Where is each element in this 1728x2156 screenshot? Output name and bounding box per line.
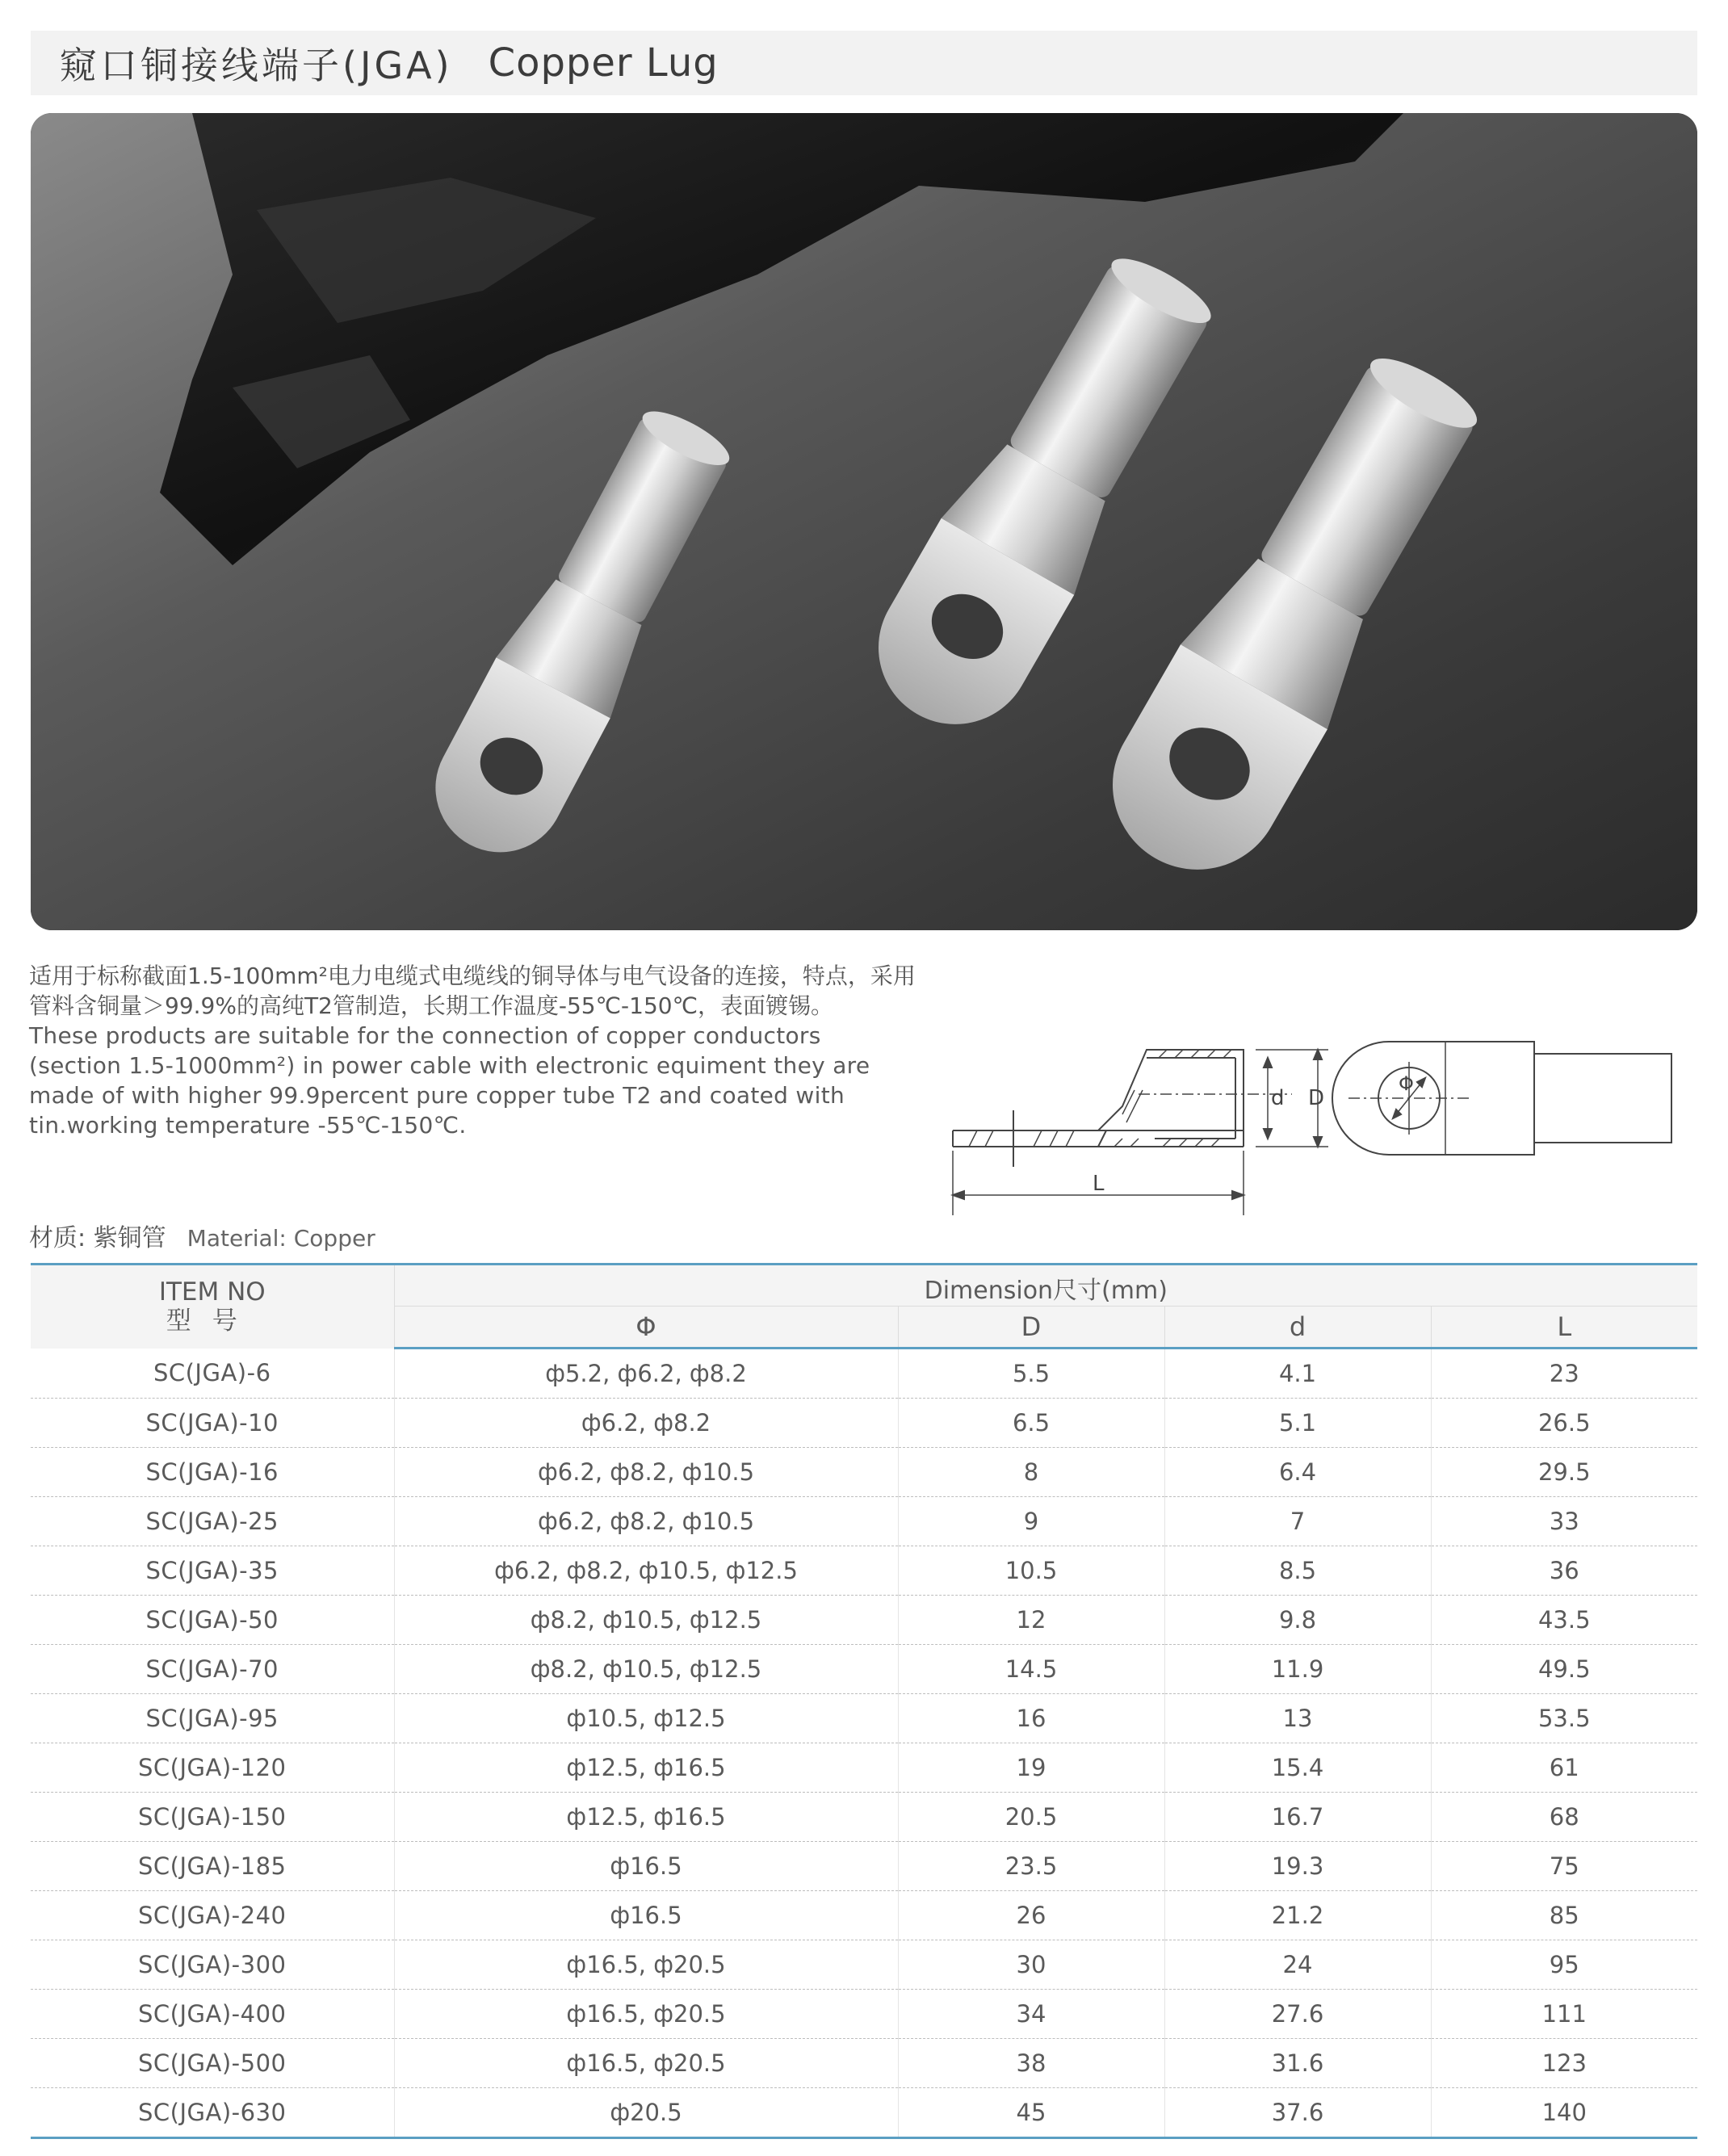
cell-d: 27.6 <box>1164 1990 1431 2039</box>
cell-model: SC(JGA)-6 <box>31 1349 394 1399</box>
cell-D: 10.5 <box>898 1546 1164 1596</box>
cell-D: 6.5 <box>898 1399 1164 1448</box>
table-row <box>31 1596 1697 1645</box>
cell-phi: ф16.5 <box>394 1842 898 1891</box>
cell-L: 26.5 <box>1431 1399 1697 1448</box>
cell-d: 31.6 <box>1164 2039 1431 2088</box>
cell-D: 12 <box>898 1596 1164 1645</box>
cell-L: 68 <box>1431 1793 1697 1842</box>
cell-L: 33 <box>1431 1497 1697 1546</box>
cell-L: 23 <box>1431 1349 1697 1399</box>
cell-model: SC(JGA)-185 <box>31 1842 394 1891</box>
item-no-header <box>31 1265 394 1349</box>
cell-model: SC(JGA)-500 <box>31 2039 394 2088</box>
cell-model: SC(JGA)-95 <box>31 1694 394 1743</box>
cell-phi: ф12.5, ф16.5 <box>394 1743 898 1793</box>
cell-phi: ф6.2, ф8.2, ф10.5 <box>394 1497 898 1546</box>
table-row <box>31 1694 1697 1743</box>
cell-L: 140 <box>1431 2088 1697 2138</box>
table-row <box>31 2088 1697 2138</box>
dim-label-D: D <box>1308 1086 1325 1110</box>
cell-D: 20.5 <box>898 1793 1164 1842</box>
cell-model: SC(JGA)-50 <box>31 1596 394 1645</box>
spec-table <box>31 1263 1697 2139</box>
cell-L: 53.5 <box>1431 1694 1697 1743</box>
table-header-row <box>31 1265 1697 1307</box>
cell-D: 30 <box>898 1940 1164 1990</box>
cell-model: SC(JGA)-35 <box>31 1546 394 1596</box>
cell-phi: ф5.2, ф6.2, ф8.2 <box>394 1349 898 1399</box>
cell-d: 16.7 <box>1164 1793 1431 1842</box>
cell-phi: ф16.5 <box>394 1891 898 1940</box>
cell-L: 75 <box>1431 1842 1697 1891</box>
table-row <box>31 1546 1697 1596</box>
item-no-header-cn: 型号 <box>166 1307 258 1336</box>
cell-d: 11.9 <box>1164 1645 1431 1694</box>
title-bar <box>31 31 1697 95</box>
cell-L: 43.5 <box>1431 1596 1697 1645</box>
cell-phi: ф10.5, ф12.5 <box>394 1694 898 1743</box>
cell-phi: ф16.5, ф20.5 <box>394 1940 898 1990</box>
cell-model: SC(JGA)-120 <box>31 1743 394 1793</box>
cell-model: SC(JGA)-16 <box>31 1448 394 1497</box>
copper-lugs-illustration <box>31 113 1697 930</box>
cell-model: SC(JGA)-10 <box>31 1399 394 1448</box>
cell-D: 9 <box>898 1497 1164 1546</box>
cell-d: 4.1 <box>1164 1349 1431 1399</box>
table-row <box>31 1448 1697 1497</box>
cell-L: 36 <box>1431 1546 1697 1596</box>
cell-D: 19 <box>898 1743 1164 1793</box>
table-row <box>31 1497 1697 1546</box>
cell-d: 6.4 <box>1164 1448 1431 1497</box>
cell-L: 95 <box>1431 1940 1697 1990</box>
description-cn: 适用于标称截面1.5-100mm²电力电缆式电缆线的铜导体与电气设备的连接，特点，采用管料含铜量＞99.9%的高纯T2管制造，长期工作温度-55℃-150℃，表面镀锡。 <box>29 963 916 1019</box>
dim-label-d: d <box>1271 1086 1285 1110</box>
page-title-cn: 窥口铜接线端子(JGA) <box>60 44 453 87</box>
table-row <box>31 1645 1697 1694</box>
cell-model: SC(JGA)-70 <box>31 1645 394 1694</box>
cell-D: 38 <box>898 2039 1164 2088</box>
table-row <box>31 1399 1697 1448</box>
cell-model: SC(JGA)-630 <box>138 2099 287 2126</box>
table-body <box>31 1349 1697 2138</box>
cell-D: 14.5 <box>898 1645 1164 1694</box>
col-header-phi: Φ <box>394 1307 898 1349</box>
cell-d: 8.5 <box>1164 1546 1431 1596</box>
cell-d: 7 <box>1164 1497 1431 1546</box>
cell-d: 9.8 <box>1164 1596 1431 1645</box>
cell-phi: ф6.2, ф8.2, ф10.5, ф12.5 <box>394 1546 898 1596</box>
cell-phi: ф8.2, ф10.5, ф12.5 <box>394 1645 898 1694</box>
dimension-header: Dimension尺寸(mm) <box>394 1265 1697 1307</box>
product-description <box>29 961 917 1140</box>
cell-L: 29.5 <box>1431 1448 1697 1497</box>
cell-d: 13 <box>1164 1694 1431 1743</box>
cell-L: 61 <box>1431 1743 1697 1793</box>
cell-L: 85 <box>1431 1891 1697 1940</box>
table-row <box>31 1743 1697 1793</box>
cell-model: SC(JGA)-300 <box>31 1940 394 1990</box>
cell-d: 5.1 <box>1164 1399 1431 1448</box>
cell-D: 45 <box>898 2088 1164 2138</box>
cell-L: 49.5 <box>1431 1645 1697 1694</box>
cell-D: 16 <box>898 1694 1164 1743</box>
cell-D: 26 <box>898 1891 1164 1940</box>
cell-D: 23.5 <box>898 1842 1164 1891</box>
cell-model: SC(JGA)-400 <box>31 1990 394 2039</box>
cell-model: SC(JGA)-240 <box>31 1891 394 1940</box>
material-line <box>29 1218 375 1253</box>
page-title-en: Copper Lug <box>488 40 719 86</box>
material-cn: 材质: 紫铜管 <box>29 1224 166 1252</box>
table-row <box>31 1990 1697 2039</box>
cell-phi: ф16.5, ф20.5 <box>394 1990 898 2039</box>
col-header-d: d <box>1164 1307 1431 1349</box>
col-header-D: D <box>898 1307 1164 1349</box>
cell-phi: ф8.2, ф10.5, ф12.5 <box>394 1596 898 1645</box>
description-en: These products are suitable for the connection of copper conductors (section 1.5-1000mm²) in power cable with electronic equiment they are made of with higher 99.9percent pure copper tube T2 and coated with tin.working temperature -55℃-150℃. <box>29 1022 870 1139</box>
material-en: Material: Copper <box>187 1225 375 1252</box>
product-photo <box>31 113 1697 930</box>
cell-d: 15.4 <box>1164 1743 1431 1793</box>
cell-L: 111 <box>1431 1990 1697 2039</box>
dim-label-L: L <box>1093 1172 1105 1196</box>
cell-L: 123 <box>1431 2039 1697 2088</box>
cell-phi: ф20.5 <box>394 2088 898 2138</box>
cell-D: 5.5 <box>898 1349 1164 1399</box>
cell-d: 21.2 <box>1164 1891 1431 1940</box>
table-row <box>31 1349 1697 1399</box>
cell-d: 24 <box>1164 1940 1431 1990</box>
technical-drawing <box>945 1026 1696 1227</box>
table-row <box>31 1842 1697 1891</box>
dim-label-phi: Φ <box>1399 1072 1414 1095</box>
cell-model: SC(JGA)-150 <box>31 1793 394 1842</box>
item-no-header-en: ITEM NO <box>158 1277 266 1307</box>
table-row <box>31 1940 1697 1990</box>
table-row <box>31 1891 1697 1940</box>
cell-phi: ф12.5, ф16.5 <box>394 1793 898 1842</box>
cell-phi: ф16.5, ф20.5 <box>394 2039 898 2088</box>
cell-phi: ф6.2, ф8.2 <box>394 1399 898 1448</box>
col-header-L: L <box>1431 1307 1697 1349</box>
cell-d: 37.6 <box>1164 2088 1431 2138</box>
cell-D: 8 <box>898 1448 1164 1497</box>
cell-D: 34 <box>898 1990 1164 2039</box>
cell-model: SC(JGA)-25 <box>31 1497 394 1546</box>
cell-d: 19.3 <box>1164 1842 1431 1891</box>
table-row <box>31 1793 1697 1842</box>
cell-phi: ф6.2, ф8.2, ф10.5 <box>394 1448 898 1497</box>
table-row <box>31 2039 1697 2088</box>
lug-dimension-diagram <box>945 1026 1696 1227</box>
